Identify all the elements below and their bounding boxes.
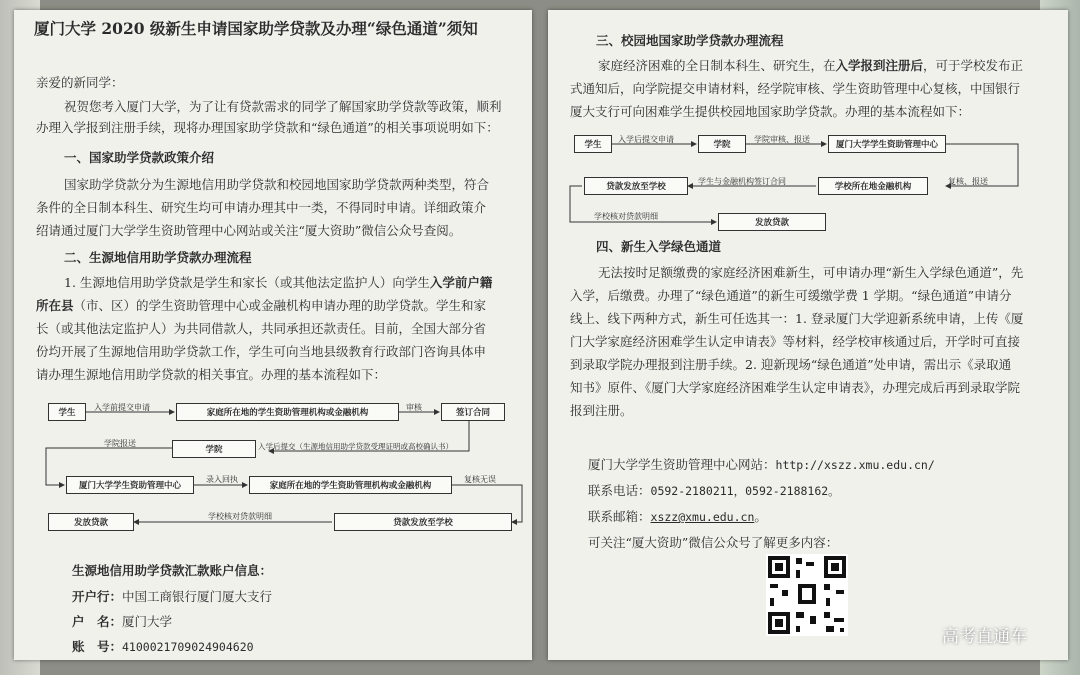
- section-heading: 四、新生入学绿色通道: [596, 239, 722, 254]
- flow-edge-label: 学院报送: [104, 439, 136, 448]
- email-line: [588, 510, 767, 524]
- paragraph-line: 线上、线下两种方式，新生可任选其一：1. 登录厦门大学迎新系统申请，上传《厦: [570, 311, 1024, 326]
- flow-edge-label: 入学前提交申请: [94, 403, 150, 412]
- text-bold: 所在县: [36, 298, 74, 313]
- paragraph-line: 国家助学贷款分为生源地信用助学贷款和校园地国家助学贷款两种类型，符合: [64, 177, 490, 192]
- phone-line: [588, 484, 840, 498]
- section-heading: 一、国家助学贷款政策介绍: [64, 150, 215, 165]
- paragraph-line: 知书》原件、《厦门大学家庭经济困难学生认定申请表》，办理完成后再到录取学院: [570, 380, 1021, 395]
- flow-node-xmu-center: 厦门大学学生资助管理中心: [828, 135, 946, 153]
- watermark: 高考直通车: [942, 627, 1027, 647]
- paragraph-line: 份均开展了生源地信用助学贷款工作，学生可向当地县级教育行政部门咨询具体申: [36, 344, 487, 359]
- paragraph-line: 厦大支行可向困难学生提供校园地国家助学贷款。办理的基本流程如下：: [570, 104, 971, 119]
- flow-node-issue-loan: 发放贷款: [48, 513, 134, 531]
- account-heading: 生源地信用助学贷款汇款账户信息：: [72, 563, 273, 578]
- text: 家庭经济困难的全日制本科生、研究生，在: [598, 58, 836, 73]
- flow-node-xmu-center: 厦门大学学生资助管理中心: [66, 476, 194, 494]
- flow-node-issue-loan: 发放贷款: [718, 213, 826, 231]
- section-heading: 三、校园地国家助学贷款办理流程: [596, 33, 784, 48]
- website-line: [588, 458, 935, 472]
- flow-node-student: 学生: [574, 135, 612, 153]
- website-link[interactable]: http://xszz.xmu.edu.cn/: [775, 458, 935, 472]
- wechat-line: 可关注“厦大资助”微信公众号了解更多内容：: [588, 535, 839, 550]
- bank-value: 中国工商银行厦门厦大支行: [122, 589, 273, 604]
- flow-edge-label: 审核: [406, 403, 422, 412]
- flow-node-student: 学生: [48, 403, 86, 421]
- paragraph-line: 入学，后缴费。办理了“绿色通道”的新生可缓缴学费 1 学期。“绿色通道”申请分: [570, 288, 1012, 303]
- account-value: 4100021709024904620: [122, 640, 254, 654]
- phone-value: 0592-2180211，0592-2188162。: [650, 484, 840, 498]
- flow-node-to-school: 贷款发放至学校: [584, 177, 688, 195]
- qr-code-image: [766, 554, 848, 636]
- text-bold: 入学前户籍: [429, 275, 493, 290]
- intro-line: 办理入学报到注册手续，现将办理国家助学贷款和“绿色通道”的相关事项说明如下：: [36, 120, 499, 135]
- flow-node-sign-contract: 签订合同: [441, 403, 505, 421]
- greeting: 亲爱的新同学：: [36, 75, 124, 90]
- text: （市、区）的学生资助管理中心或金融机构申请办理的助学贷款。学生和家: [73, 298, 487, 313]
- email-label: 联系邮箱：: [588, 509, 651, 524]
- text-bold: 入学报到注册后: [835, 58, 924, 73]
- flow-edge-label: 入学后提交（生源地信用助学贷款受理证明或高校确认书）: [258, 442, 453, 451]
- paragraph-line: 绍请通过厦门大学学生资助管理中心网站或关注“厦大资助”微信公众号查阅。: [36, 223, 462, 238]
- holder-label: 户 名：: [72, 614, 123, 629]
- phone-label: 联系电话：: [588, 483, 651, 498]
- paragraph-line: 无法按时足额缴费的家庭经济困难新生，可申请办理“新生入学绿色通道”，先: [598, 265, 1024, 280]
- flow-edge-label: 入学后提交申请: [618, 135, 674, 144]
- flow-edge-label: 学校核对贷款明细: [208, 512, 272, 521]
- paragraph-line: 长（或其他法定监护人）为共同借款人，共同承担还款责任。目前，全国大部分省: [36, 321, 487, 336]
- flow-edge-label: 学院审核、报送: [754, 135, 810, 144]
- paragraph-line: 式通知后，向学院提交申请材料，经学院审核、学生资助管理中心复核，中国银行: [570, 81, 1021, 96]
- flow-node-bank: 学校所在地金融机构: [818, 177, 928, 195]
- notice-page-left: [14, 10, 532, 660]
- paragraph-line: 门大学家庭经济困难学生认定申请表》等材料，经学校审核通过后，开学时可直接: [570, 334, 1021, 349]
- paragraph-line: 请办理生源地信用助学贷款的相关事宜。办理的基本流程如下：: [36, 367, 387, 382]
- flow-node-to-school: 贷款发放至学校: [334, 513, 512, 531]
- page-title: 厦门大学 2020 级新生申请国家助学贷款及办理“绿色通道”须知: [34, 19, 478, 38]
- paragraph-line: 报到注册。: [570, 403, 633, 418]
- flow-edge-label: 学校核对贷款明细: [594, 212, 658, 221]
- flow-node-county-center-2: 家庭所在地的学生资助管理机构或金融机构: [249, 476, 452, 494]
- bank-label: 开户行：: [72, 589, 123, 604]
- email-link[interactable]: xszz@xmu.edu.cn: [650, 510, 755, 524]
- section-heading: 二、生源地信用助学贷款办理流程: [64, 250, 252, 265]
- flow-edge-label: 录入回执: [206, 475, 238, 484]
- flow-node-college: 学院: [698, 135, 746, 153]
- flow-edge-label: 复核无误: [464, 475, 496, 484]
- paragraph-line: 到录取学院办理报到注册手续。2. 迎新现场“绿色通道”处申请，需出示《录取通: [570, 357, 1012, 372]
- website-label: 厦门大学学生资助管理中心网站：: [588, 457, 776, 472]
- notice-page-right: [548, 10, 1068, 660]
- flow-node-county-center: 家庭所在地的学生资助管理机构或金融机构: [176, 403, 399, 421]
- text: 1. 生源地信用助学贷款是学生和家长（或其他法定监护人）向学生: [64, 275, 430, 290]
- paragraph-line: 条件的全日制本科生、研究生均可申请办理其中一类，不得同时申请。详细政策介: [36, 200, 487, 215]
- flow-node-college: 学院: [172, 440, 256, 458]
- intro-line: 祝贺您考入厦门大学，为了让有贷款需求的同学了解国家助学贷款等政策，顺利: [64, 99, 502, 114]
- flow-edge-label: 学生与金融机构签订合同: [698, 177, 786, 186]
- account-label: 账 号：: [72, 639, 123, 654]
- holder-value: 厦门大学: [122, 614, 173, 629]
- flow-edge-label: 复核、报送: [948, 177, 988, 186]
- text: ，可于学校发布正: [923, 58, 1024, 73]
- text: 。: [754, 509, 767, 524]
